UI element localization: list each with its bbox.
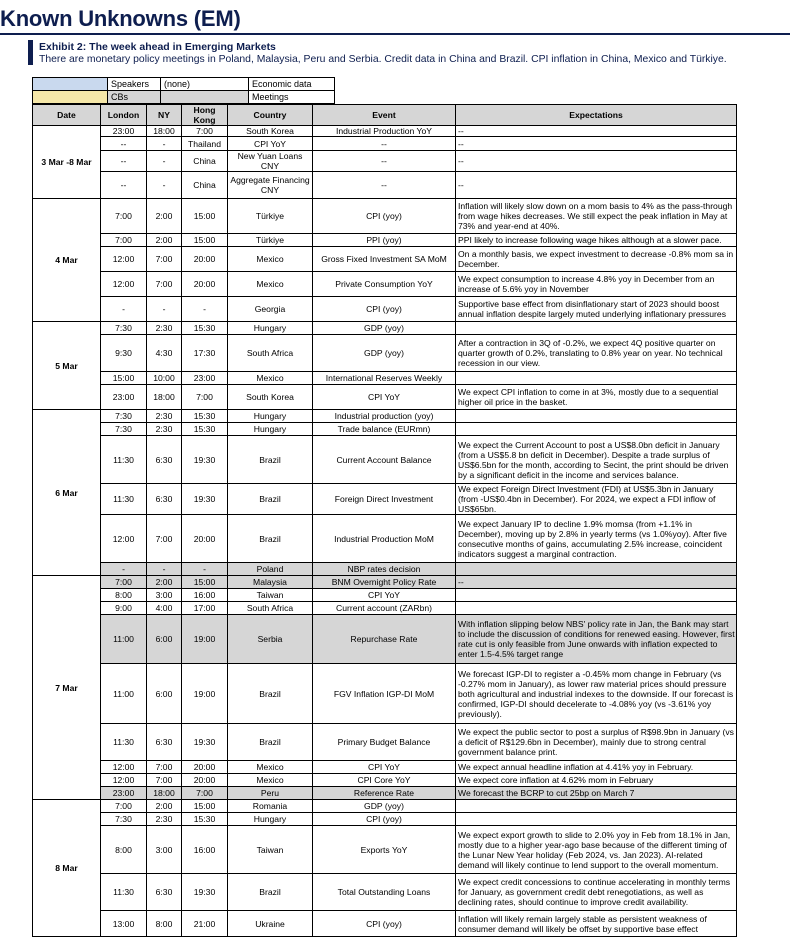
london-time-cell: 11:00 [101,664,147,724]
ny-time-cell: 4:30 [147,335,182,372]
london-time-cell: 7:30 [101,322,147,335]
country-cell: Mexico [228,272,313,297]
event-cell: GDP (yoy) [313,322,456,335]
country-cell: Peru [228,787,313,800]
hong-kong-time-cell: 17:00 [182,602,228,615]
london-time-cell: 7:00 [101,800,147,813]
ny-time-cell: 3:00 [147,826,182,874]
country-cell: Mexico [228,774,313,787]
event-cell: Current Account Balance [313,436,456,484]
expectations-cell: We expect core inflation at 4.62% mom in February [456,774,737,787]
london-time-cell: 8:00 [101,826,147,874]
table-row [33,774,737,787]
hong-kong-time-cell: 20:00 [182,774,228,787]
country-cell: Brazil [228,664,313,724]
london-time-cell: 9:30 [101,335,147,372]
table-body [33,126,737,937]
expectations-cell: We expect CPI inflation to come in at 3%, mostly due to a sequential higher oil price in the basket. [456,385,737,410]
hong-kong-time-cell: 7:00 [182,787,228,800]
table-row [33,335,737,372]
event-cell: CPI YoY [313,589,456,602]
table-row [33,484,737,515]
table-row [33,761,737,774]
hong-kong-time-cell: 16:00 [182,826,228,874]
event-cell: Primary Budget Balance [313,724,456,761]
london-time-cell: 7:00 [101,234,147,247]
col-header-date: Date [33,105,101,126]
table-row [33,372,737,385]
london-time-cell: 11:30 [101,874,147,911]
expectations-cell: PPI likely to increase following wage hikes although at a slower pace. [456,234,737,247]
country-cell: Mexico [228,247,313,272]
hong-kong-time-cell: 19:30 [182,436,228,484]
ny-time-cell: 7:00 [147,515,182,563]
london-time-cell: 23:00 [101,385,147,410]
country-cell: South Africa [228,335,313,372]
ny-time-cell: 7:00 [147,774,182,787]
london-time-cell: 11:30 [101,484,147,515]
event-cell: GDP (yoy) [313,800,456,813]
date-cell: 8 Mar [33,800,101,937]
table-row [33,297,737,322]
hong-kong-time-cell: 7:00 [182,385,228,410]
country-cell: Brazil [228,515,313,563]
london-time-cell: -- [101,151,147,172]
col-header-ny: NY [147,105,182,126]
expectations-cell: We expect the public sector to post a surplus of R$98.9bn in January (vs a deficit of R$129.6bn in December), mainly due to strong central government balance print. [456,724,737,761]
ny-time-cell: 2:30 [147,813,182,826]
expectations-cell [456,602,737,615]
table-row [33,826,737,874]
hong-kong-time-cell: 7:00 [182,126,228,137]
event-cell: -- [313,172,456,199]
event-cell: Current account (ZARbn) [313,602,456,615]
table-header-row [33,105,737,126]
hong-kong-time-cell: 20:00 [182,272,228,297]
table-row [33,615,737,664]
hong-kong-time-cell: 16:00 [182,589,228,602]
legend-label-speakers: Speakers [108,78,161,91]
ny-time-cell: 6:00 [147,664,182,724]
event-cell: BNM Overnight Policy Rate [313,576,456,589]
event-cell: GDP (yoy) [313,335,456,372]
expectations-cell [456,410,737,423]
expectations-cell: With inflation slipping below NBS' policy rate in Jan, the Bank may start to include the discussion of conditions for renewed easing. However, first rate cut is only feasible from June onwards with inflation expected to enter 1.5-4.5% target range [456,615,737,664]
ny-time-cell: 6:30 [147,436,182,484]
hong-kong-time-cell: 15:30 [182,813,228,826]
london-time-cell: 8:00 [101,589,147,602]
hong-kong-time-cell: - [182,563,228,576]
legend-label-cbs: CBs [108,91,161,104]
exhibit-subtitle: There are monetary policy meetings in Poland, Malaysia, Peru and Serbia. Credit data in China and Brazil. CPI inflation in China, Mexico and Türkiye. [39,54,727,65]
country-cell: Mexico [228,372,313,385]
hong-kong-time-cell: - [182,297,228,322]
hong-kong-time-cell: 15:00 [182,199,228,234]
expectations-cell [456,563,737,576]
london-time-cell: 23:00 [101,126,147,137]
expectations-cell: -- [456,126,737,137]
ny-time-cell: 10:00 [147,372,182,385]
country-cell: South Korea [228,385,313,410]
table-row [33,385,737,410]
expectations-cell: On a monthly basis, we expect investment to decrease -0.8% mom sa in December. [456,247,737,272]
table-row [33,272,737,297]
expectations-cell [456,800,737,813]
table-row [33,589,737,602]
country-cell: Hungary [228,813,313,826]
event-cell: CPI (yoy) [313,911,456,937]
country-cell: Taiwan [228,589,313,602]
exhibit-title: Exhibit 2: The week ahead in Emerging Markets [39,41,276,53]
london-time-cell: -- [101,137,147,151]
london-time-cell: -- [101,172,147,199]
legend-label-none: (none) [161,78,249,91]
london-time-cell: - [101,563,147,576]
hong-kong-time-cell: 15:00 [182,576,228,589]
expectations-cell: Inflation will likely remain largely stable as persistent weakness of consumer demand will likely be offset by supportive base effect [456,911,737,937]
event-cell: Gross Fixed Investment SA MoM [313,247,456,272]
country-cell: Hungary [228,423,313,436]
expectations-cell: After a contraction in 3Q of -0.2%, we expect 4Q positive quarter on quarter growth of 0.2%, translating to 0.8% year on year. No technical recession in our view. [456,335,737,372]
hong-kong-time-cell: 23:00 [182,372,228,385]
table-row [33,911,737,937]
ny-time-cell: 2:30 [147,322,182,335]
expectations-cell [456,372,737,385]
table-row [33,813,737,826]
event-cell: Exports YoY [313,826,456,874]
table-row [33,151,737,172]
country-cell: Serbia [228,615,313,664]
country-cell: CPI YoY [228,137,313,151]
table-row [33,126,737,137]
expectations-cell: We expect the Current Account to post a US$8.0bn deficit in January (from a US$5.8 bn deficit in December). Despite a trade surplus of US$6.5bn for the month, according to Secint, the print should be driven by a significant deficit in the income and services balance. [456,436,737,484]
ny-time-cell: 3:00 [147,589,182,602]
expectations-cell: We expect consumption to increase 4.8% yoy in December from an increase of 5.6% yoy in November [456,272,737,297]
london-time-cell: 11:00 [101,615,147,664]
ny-time-cell: 8:00 [147,911,182,937]
london-time-cell: 12:00 [101,247,147,272]
table-row [33,199,737,234]
expectations-cell: We expect credit concessions to continue accelerating in monthly terms for January, as government credit debt renegotiations, as well as declining rates, should continue to improve credit availability. [456,874,737,911]
country-cell: Georgia [228,297,313,322]
table-row [33,436,737,484]
table-row [33,234,737,247]
hong-kong-time-cell: 15:00 [182,800,228,813]
event-cell: FGV Inflation IGP-DI MoM [313,664,456,724]
event-cell: -- [313,151,456,172]
ny-time-cell: 6:00 [147,615,182,664]
date-cell: 5 Mar [33,322,101,410]
london-time-cell: 12:00 [101,272,147,297]
hong-kong-time-cell: 17:30 [182,335,228,372]
date-cell: 3 Mar -8 Mar [33,126,101,199]
expectations-cell: We expect January IP to decline 1.9% momsa (from +1.1% in December), moving up by 2.8% in yearly terms (vs 1.0%yoy). After five consecutive months of gains, accumulating 2.5% increase, coincident indicators suggest a marginal contraction. [456,515,737,563]
hong-kong-time-cell: 19:00 [182,664,228,724]
expectations-cell: We forecast the BCRP to cut 25bp on March 7 [456,787,737,800]
country-cell: South Africa [228,602,313,615]
london-time-cell: 7:00 [101,576,147,589]
hong-kong-time-cell: 19:00 [182,615,228,664]
country-cell: Brazil [228,436,313,484]
col-header-expectations: Expectations [456,105,737,126]
event-cell: CPI YoY [313,761,456,774]
event-cell: CPI Core YoY [313,774,456,787]
london-time-cell: 13:00 [101,911,147,937]
ny-time-cell: 2:00 [147,199,182,234]
london-time-cell: 7:30 [101,423,147,436]
ny-time-cell: - [147,137,182,151]
ny-time-cell: 18:00 [147,787,182,800]
ny-time-cell: 2:30 [147,423,182,436]
table-row [33,664,737,724]
exhibit-accent-bar [28,40,33,65]
ny-time-cell: 7:00 [147,247,182,272]
legend-label-economic-data: Economic data [249,78,335,91]
country-cell: Mexico [228,761,313,774]
expectations-cell: -- [456,576,737,589]
col-header-event: Event [313,105,456,126]
expectations-cell: Inflation will likely slow down on a mom basis to 4% as the pass-through from wage hikes decreases. We still expect the peak inflation in May at 73% and year-end at 40%. [456,199,737,234]
london-time-cell: 9:00 [101,602,147,615]
london-time-cell: 7:30 [101,813,147,826]
week-ahead-table-wrap [32,104,737,937]
hong-kong-time-cell: China [182,151,228,172]
country-cell: Hungary [228,410,313,423]
page-title: Known Unknowns (EM) [0,6,241,31]
legend-swatch-cbs [33,91,108,104]
country-cell: Ukraine [228,911,313,937]
event-cell: Repurchase Rate [313,615,456,664]
hong-kong-time-cell: 20:00 [182,247,228,272]
expectations-cell: We expect annual headline inflation at 4.41% yoy in February. [456,761,737,774]
hong-kong-time-cell: 20:00 [182,761,228,774]
london-time-cell: - [101,297,147,322]
ny-time-cell: 6:30 [147,874,182,911]
event-cell: CPI (yoy) [313,297,456,322]
legend-label-meetings: Meetings [249,91,335,104]
country-cell: South Korea [228,126,313,137]
table-row [33,576,737,589]
country-cell: Türkiye [228,199,313,234]
ny-time-cell: 2:00 [147,234,182,247]
title-rule [0,33,790,35]
country-cell: Brazil [228,724,313,761]
ny-time-cell: - [147,151,182,172]
expectations-cell: -- [456,172,737,199]
ny-time-cell: - [147,172,182,199]
event-cell: Industrial Production MoM [313,515,456,563]
event-cell: Reference Rate [313,787,456,800]
col-header-london: London [101,105,147,126]
hong-kong-time-cell: 20:00 [182,515,228,563]
ny-time-cell: 18:00 [147,126,182,137]
legend-swatch-meetings [161,91,249,104]
expectations-cell [456,322,737,335]
expectations-cell: -- [456,151,737,172]
col-header-country: Country [228,105,313,126]
country-cell: Hungary [228,322,313,335]
ny-time-cell: 4:00 [147,602,182,615]
event-cell: CPI YoY [313,385,456,410]
table-row [33,172,737,199]
london-time-cell: 12:00 [101,774,147,787]
ny-time-cell: 18:00 [147,385,182,410]
hong-kong-time-cell: 15:30 [182,410,228,423]
event-cell: PPI (yoy) [313,234,456,247]
legend [32,77,335,104]
event-cell: Private Consumption YoY [313,272,456,297]
expectations-cell [456,423,737,436]
ny-time-cell: 6:30 [147,484,182,515]
event-cell: Foreign Direct Investment [313,484,456,515]
expectations-cell [456,813,737,826]
date-cell: 6 Mar [33,410,101,576]
expectations-cell: We expect Foreign Direct Investment (FDI) at US$5.3bn in January (from -US$0.4bn in December). For 2024, we expect a FDI inflow of US$65bn. [456,484,737,515]
expectations-cell: -- [456,137,737,151]
hong-kong-time-cell: 15:00 [182,234,228,247]
london-time-cell: 15:00 [101,372,147,385]
table-row [33,800,737,813]
country-cell: Taiwan [228,826,313,874]
event-cell: CPI (yoy) [313,199,456,234]
ny-time-cell: - [147,297,182,322]
london-time-cell: 23:00 [101,787,147,800]
col-header-hong-kong: Hong Kong [182,105,228,126]
london-time-cell: 11:30 [101,724,147,761]
hong-kong-time-cell: 19:30 [182,484,228,515]
expectations-cell: We expect export growth to slide to 2.0% yoy in Feb from 18.1% in Jan, mostly due to a higher year-ago base because of the different timing of the Lunar New Year holiday (Feb 2024, vs. Jan 2023). AI-related demand will likely continue to lend support to the overall momentum. [456,826,737,874]
event-cell: -- [313,137,456,151]
table-row [33,724,737,761]
table-row [33,410,737,423]
table-row [33,515,737,563]
expectations-cell [456,589,737,602]
expectations-cell: We forecast IGP-DI to register a -0.45% mom change in February (vs -0.27% mom in January), as lower raw material prices should pressure both agricultural and industrial indexes to the downside. If our forecast is confirmed, IGP-DI should decelerate to -4.08% yoy (vs -3.61% yoy previously). [456,664,737,724]
london-time-cell: 12:00 [101,515,147,563]
table-row [33,602,737,615]
date-cell: 4 Mar [33,199,101,322]
hong-kong-time-cell: China [182,172,228,199]
country-cell: Brazil [228,874,313,911]
hong-kong-time-cell: 21:00 [182,911,228,937]
country-cell: Brazil [228,484,313,515]
event-cell: CPI (yoy) [313,813,456,826]
country-cell: Malaysia [228,576,313,589]
ny-time-cell: 6:30 [147,724,182,761]
country-cell: Poland [228,563,313,576]
event-cell: NBP rates decision [313,563,456,576]
ny-time-cell: - [147,563,182,576]
table-row [33,137,737,151]
ny-time-cell: 2:30 [147,410,182,423]
country-cell: Türkiye [228,234,313,247]
event-cell: International Reserves Weekly [313,372,456,385]
ny-time-cell: 7:00 [147,761,182,774]
event-cell: Trade balance (EURmn) [313,423,456,436]
event-cell: Industrial Production YoY [313,126,456,137]
country-cell: Romania [228,800,313,813]
table-row [33,874,737,911]
table-row [33,563,737,576]
london-time-cell: 7:00 [101,199,147,234]
event-cell: Industrial production (yoy) [313,410,456,423]
expectations-cell: Supportive base effect from disinflationary start of 2023 should boost annual inflation despite largely muted underlying inflationary pressures [456,297,737,322]
table-row [33,423,737,436]
hong-kong-time-cell: 19:30 [182,874,228,911]
ny-time-cell: 2:00 [147,576,182,589]
event-cell: Total Outstanding Loans [313,874,456,911]
country-cell: Aggregate Financing CNY [228,172,313,199]
week-ahead-table [32,104,737,937]
ny-time-cell: 7:00 [147,272,182,297]
hong-kong-time-cell: 15:30 [182,322,228,335]
hong-kong-time-cell: 19:30 [182,724,228,761]
table-row [33,787,737,800]
date-cell: 7 Mar [33,576,101,800]
ny-time-cell: 2:00 [147,800,182,813]
london-time-cell: 7:30 [101,410,147,423]
hong-kong-time-cell: Thailand [182,137,228,151]
london-time-cell: 12:00 [101,761,147,774]
hong-kong-time-cell: 15:30 [182,423,228,436]
table-row [33,247,737,272]
legend-swatch-speakers [33,78,108,91]
country-cell: New Yuan Loans CNY [228,151,313,172]
table-row [33,322,737,335]
london-time-cell: 11:30 [101,436,147,484]
